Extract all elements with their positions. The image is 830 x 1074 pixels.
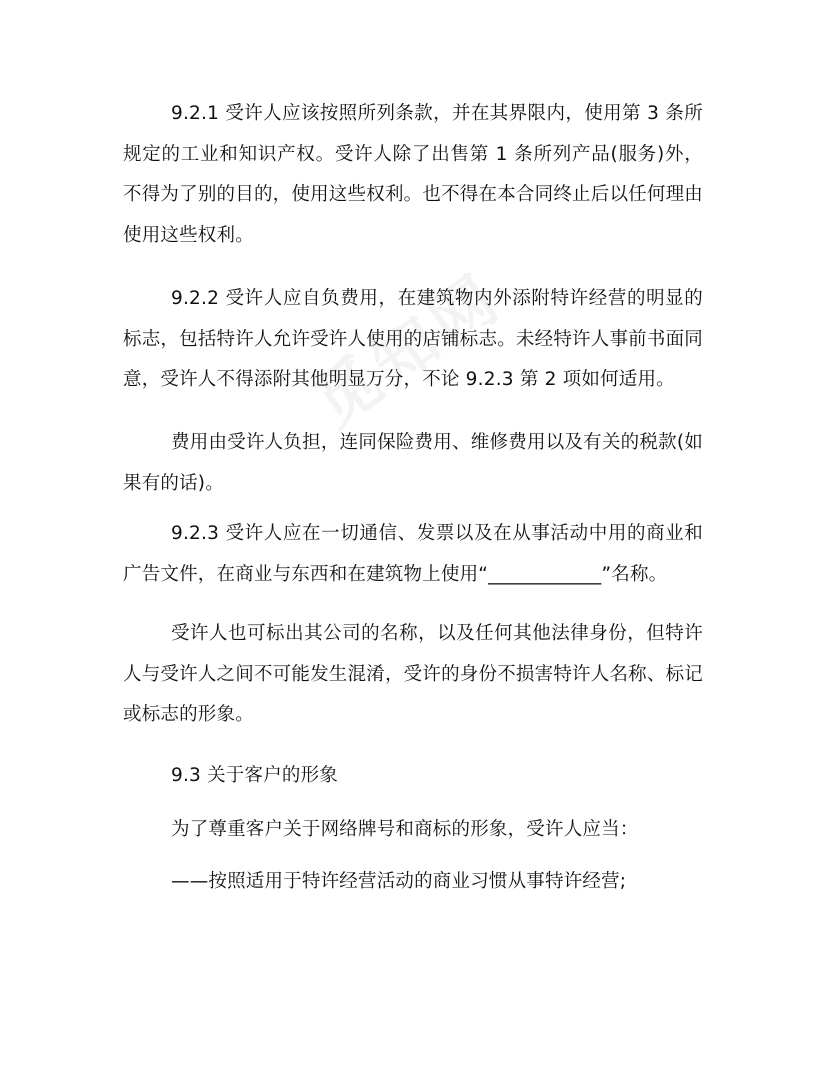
paragraph-9-2-2: 9.2.2 受许人应自负费用，在建筑物内外添附特许经营的明显的标志，包括特许人允许受许人使用的店铺标志。未经特许人事前书面同意，受许人不得添附其他明显万分，不论 9.2.3 第 2 项如何适用。: [123, 288, 703, 390]
paragraph-9-2-1: 9.2.1 受许人应该按照所列条款，并在其界限内，使用第 3 条所规定的工业和知识产权。受许人除了出售第 1 条所列产品(服务)外，不得为了别的目的，使用这些权利。也不得在本合同终止后以任何理由使用这些权利。: [123, 103, 703, 246]
paragraph-fee-burden: 费用由受许人负担，连同保险费用、维修费用以及有关的税款(如果有的话)。: [123, 432, 703, 494]
paragraph-customer-image: 为了尊重客户关于网络牌号和商标的形象，受许人应当：: [171, 819, 639, 840]
paragraph-company-name: 受许人也可标出其公司的名称，以及任何其他法律身份，但特许人与受许人之间不可能发生混淆，受许的身份不损害特许人名称、标记或标志的形象。: [123, 623, 703, 725]
list-item-business-practice: ——按照适用于特许经营活动的商业习惯从事特许经营;: [171, 871, 627, 892]
section-heading-9-3: 9.3 关于客户的形象: [171, 765, 339, 786]
paragraph-9-2-3: 9.2.3 受许人应在一切通信、发票以及在从事活动中用的商业和广告文件，在商业与东西和在建筑物上使用“____________”名称。: [123, 523, 703, 585]
